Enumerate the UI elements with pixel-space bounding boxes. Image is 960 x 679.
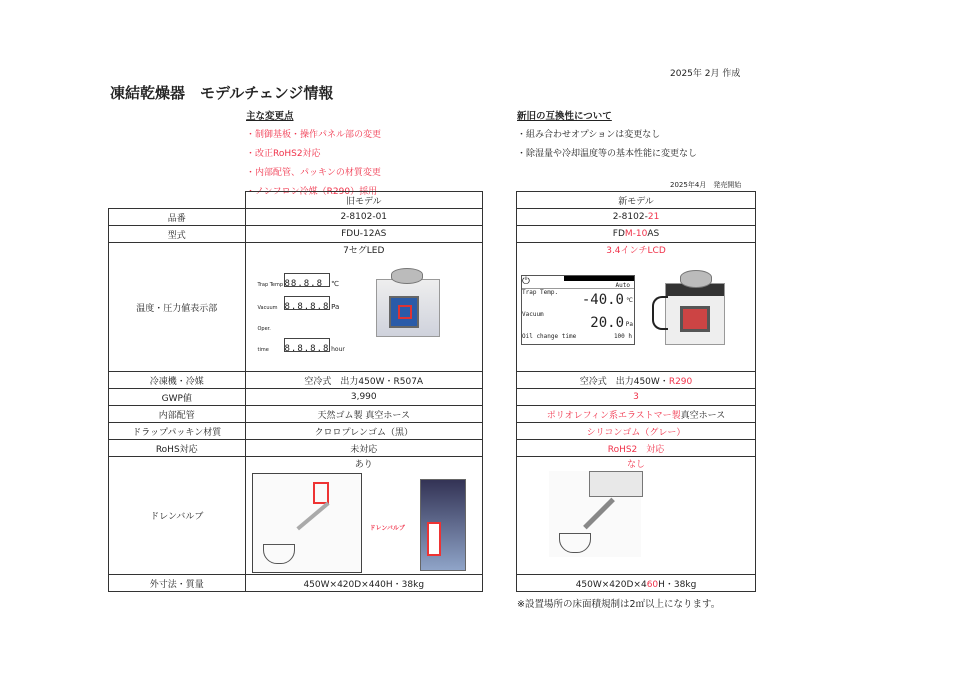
changes-heading: 主な変更点 <box>246 111 294 122</box>
row-label: 冷凍機・冷媒 <box>109 372 246 389</box>
text-fragment: 450W×420D×4 <box>575 579 647 590</box>
changes-section <box>246 108 381 197</box>
table-row <box>109 243 483 372</box>
seg-unit: ℃ <box>331 280 339 288</box>
table-row <box>517 226 756 243</box>
table-row <box>517 372 756 389</box>
new-model-table <box>516 191 756 592</box>
seg-display: 88.8.8 <box>284 273 330 287</box>
old-model: FDU-12AS <box>245 226 483 243</box>
table-cell <box>109 192 246 209</box>
old-part: 2-8102-01 <box>245 209 483 226</box>
row-label: RoHS対応 <box>109 440 246 457</box>
new-piping <box>517 406 756 423</box>
row-label: 品番 <box>109 209 246 226</box>
table-row <box>517 192 756 209</box>
text-fragment <box>258 319 345 361</box>
drain-diagram-image <box>252 473 362 573</box>
page-title: 凍結乾燥器 モデルチェンジ情報 <box>110 84 334 102</box>
old-size: 450W×420D×440H・38kg <box>245 575 483 592</box>
creation-date: 2025年 2月 作成 <box>670 69 741 79</box>
old-packing: クロロプレンゴム（黒） <box>245 423 483 440</box>
change-item: ・内部配管、パッキンの材質変更 <box>246 168 381 178</box>
table-row <box>517 209 756 226</box>
old-piping: 天然ゴム製 真空ホース <box>245 406 483 423</box>
row-label: GWP値 <box>109 389 246 406</box>
new-cooler <box>517 372 756 389</box>
table-cell <box>517 457 756 575</box>
text-fragment <box>258 296 345 319</box>
table-cell <box>245 457 483 575</box>
table-row <box>517 423 756 440</box>
drain-valve-photo <box>420 479 466 571</box>
row-label: 温度・圧力値表示部 <box>109 243 246 372</box>
old-model-table <box>108 191 483 592</box>
row-label: 内部配管 <box>109 406 246 423</box>
seg-display: 8.8.8.8 <box>284 338 330 352</box>
new-rohs: RoHS2 対応 <box>517 440 756 457</box>
text-fragment <box>427 522 441 556</box>
text-fragment: Oil change time <box>522 333 577 340</box>
text-fragment <box>517 192 756 592</box>
text-fragment <box>517 243 755 371</box>
text-fragment: R290 <box>668 376 693 387</box>
text-fragment <box>517 457 755 574</box>
seg-label: Oper. time <box>257 326 271 353</box>
drain-valve-label: ドレンバルブ <box>369 525 405 532</box>
table-row <box>109 423 483 440</box>
table-row <box>517 575 756 592</box>
table-row <box>517 389 756 406</box>
text-fragment: 60 <box>646 579 659 590</box>
table-row <box>109 440 483 457</box>
text-fragment <box>522 311 634 333</box>
table-row <box>109 457 483 575</box>
seg-unit: hour <box>331 346 345 353</box>
table-cell <box>517 243 756 372</box>
new-model <box>517 226 756 243</box>
text-fragment <box>583 498 615 530</box>
installation-note: ※設置場所の床面積規制は2㎡以上になります。 <box>517 599 721 610</box>
text-fragment: ポリオレフィン系エラストマー製 <box>546 410 681 421</box>
seg-led-panel <box>258 273 345 361</box>
text-fragment: 100 h <box>613 333 632 340</box>
seg-unit: Pa <box>331 303 340 311</box>
text-fragment: 空冷式 出力450W・ <box>579 376 669 387</box>
text-fragment: 21 <box>647 212 660 222</box>
change-item: ・制御基板・操作パネル部の変更 <box>246 130 382 140</box>
text-fragment: 20.0 <box>590 315 624 331</box>
compat-section <box>517 108 697 159</box>
text-fragment: FD <box>612 229 625 239</box>
new-header: 新モデル <box>517 192 756 209</box>
release-date: 2025年4月 発売開始 <box>670 181 742 189</box>
table-row <box>109 575 483 592</box>
table-row <box>517 457 756 575</box>
text-fragment <box>391 268 423 284</box>
new-part <box>517 209 756 226</box>
text-fragment <box>109 192 483 592</box>
seg-display: 8.8.8.8 <box>284 296 330 310</box>
text-fragment: 2-8102- <box>612 212 648 222</box>
new-freeze-dryer-image <box>665 283 725 345</box>
text-fragment: H・38kg <box>658 579 697 590</box>
new-packing: シリコンゴム（グレー） <box>517 423 756 440</box>
new-size <box>517 575 756 592</box>
table-cell <box>245 243 483 372</box>
table-row <box>109 389 483 406</box>
text-fragment <box>522 333 634 340</box>
compat-heading: 新旧の互換性について <box>517 111 612 122</box>
old-header: 旧モデル <box>245 192 483 209</box>
new-drain-diagram-image <box>549 471 641 557</box>
text-fragment: AS <box>647 229 660 239</box>
row-label: 型式 <box>109 226 246 243</box>
text-fragment: Vacuum <box>522 311 544 318</box>
text-fragment <box>398 305 412 319</box>
text-fragment <box>680 306 710 332</box>
text-fragment <box>246 243 483 371</box>
text-fragment: Pa <box>625 321 633 328</box>
text-fragment <box>522 276 634 289</box>
old-rohs: 未対応 <box>245 440 483 457</box>
change-item: ・改正RoHS2対応 <box>246 149 321 159</box>
compat-item: ・除湿量や冷却温度等の基本性能に変更なし <box>517 149 698 159</box>
old-gwp: 3,990 <box>245 389 483 406</box>
new-display: 3.4インチLCD <box>606 246 666 256</box>
table-row <box>517 243 756 372</box>
table-row <box>109 192 483 209</box>
table-row <box>109 372 483 389</box>
text-fragment: Trap Temp. <box>522 289 559 296</box>
text-fragment: M-10 <box>624 229 648 239</box>
text-fragment: Auto <box>615 282 630 289</box>
text-fragment: ℃ <box>626 297 633 304</box>
old-cooler: 空冷式 出力450W・R507A <box>245 372 483 389</box>
table-row <box>109 209 483 226</box>
text-fragment <box>296 502 329 531</box>
table-row <box>109 406 483 423</box>
text-fragment <box>652 296 668 330</box>
text-fragment <box>559 533 591 553</box>
text-fragment <box>564 276 634 281</box>
table-row <box>109 226 483 243</box>
text-fragment <box>589 471 643 497</box>
new-gwp: 3 <box>517 389 756 406</box>
new-drain: なし <box>626 460 645 470</box>
compat-item: ・組み合わせオプションは変更なし <box>517 130 661 140</box>
text-fragment <box>263 544 295 564</box>
seg-label: Trap Temp <box>257 282 284 288</box>
table-row <box>517 406 756 423</box>
row-label: ドラップパッキン材質 <box>109 423 246 440</box>
text-fragment <box>680 270 712 288</box>
text-fragment <box>522 289 634 311</box>
old-freeze-dryer-image <box>376 279 440 337</box>
old-display: 7セグLED <box>343 246 385 256</box>
text-fragment <box>389 296 419 328</box>
old-drain: あり <box>354 460 373 470</box>
text-fragment: -40.0 <box>581 292 624 308</box>
text-fragment: 真空ホース <box>680 410 726 421</box>
row-label: 外寸法・質量 <box>109 575 246 592</box>
text-fragment: ⏻ <box>522 276 530 287</box>
lcd-screen-image <box>521 275 635 345</box>
text-fragment <box>246 457 483 574</box>
row-label: ドレンバルブ <box>109 457 246 575</box>
seg-label: Vacuum <box>257 305 278 311</box>
text-fragment <box>258 273 345 296</box>
table-row <box>517 440 756 457</box>
change-item: ・ノンフロン冷媒（R290）採用 <box>246 187 378 197</box>
